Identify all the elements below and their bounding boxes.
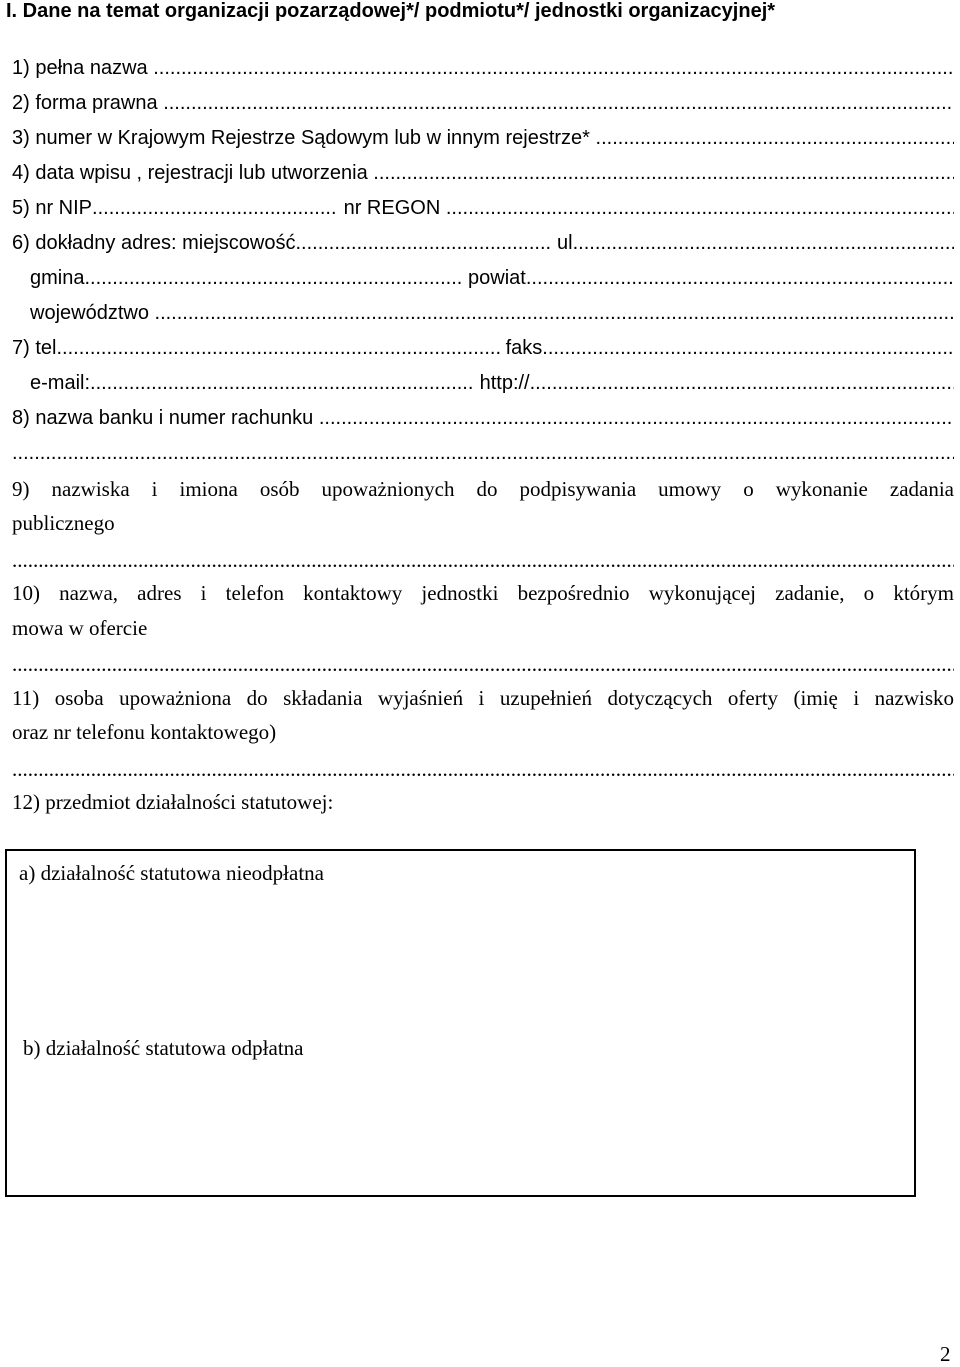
fill-line	[319, 407, 954, 430]
fill-line-http	[530, 372, 954, 395]
fill-line-city	[295, 232, 551, 255]
fill-line-phone	[62, 337, 500, 360]
statutory-activity-box[interactable]	[5, 849, 916, 1197]
field-label-city: 6) dokładny adres: miejscowość	[12, 232, 296, 254]
field-statutory-activity-label: 12) przedmiot działalności statutowej:	[12, 790, 334, 814]
field-label: 1) pełna nazwa	[12, 57, 148, 79]
fill-line-street	[578, 232, 954, 255]
field-label-http: http://	[479, 372, 530, 394]
field-label-phone: 7) tel.	[12, 337, 63, 359]
fill-line-regon	[446, 197, 954, 220]
fill-line-executing-unit[interactable]	[12, 652, 954, 677]
field-label: 4) data wpisu , rejestracji lub utworzenia	[12, 162, 368, 184]
field-executing-unit-label: 10) nazwa, adres i telefon kontaktowy jednostki bezpośrednio wykonującej zadanie, o którym	[12, 581, 954, 605]
field-address-city[interactable]	[12, 232, 954, 255]
fill-line-bank-continued[interactable]	[12, 442, 954, 465]
fill-line	[155, 302, 954, 325]
fill-line	[163, 92, 954, 115]
box-paid-activity-label: b) działalność statutowa odpłatna	[23, 1036, 304, 1060]
fill-line	[596, 127, 954, 150]
fill-line-nip	[92, 197, 338, 220]
fill-line-email	[90, 372, 474, 395]
field-authorized-persons-label-cont: publicznego	[12, 511, 115, 535]
fill-line-fax	[542, 337, 954, 360]
field-label-gmina: gmina	[30, 267, 85, 289]
field-contact-person-label-cont: oraz nr telefonu kontaktowego)	[12, 720, 277, 744]
field-contact-person-label: 11) osoba upoważniona do składania wyjaśnień i uzupełnień dotyczących oferty (imię i nazwisko	[12, 686, 954, 710]
field-label: województwo	[30, 302, 149, 324]
field-bank-account[interactable]	[12, 407, 954, 430]
field-phone-fax[interactable]	[12, 337, 954, 360]
fill-line-gmina	[84, 267, 462, 290]
fill-line	[153, 57, 954, 80]
field-label: 8) nazwa banku i numer rachunku	[12, 407, 314, 429]
field-full-name[interactable]	[12, 57, 954, 80]
field-krs-number[interactable]	[12, 127, 954, 150]
field-label-powiat: powiat	[468, 267, 526, 289]
field-label-fax: faks	[505, 337, 543, 359]
box-unpaid-activity-label: a) działalność statutowa nieodpłatna	[19, 861, 324, 885]
field-authorized-persons-label: 9) nazwiska i imiona osób upoważnionych do podpisywania umowy o wykonanie zadania	[12, 477, 954, 501]
section-heading: I. Dane na temat organizacji pozarządowej*/ podmiotu*/ jednostki organizacyjnej*	[6, 0, 776, 22]
field-label-nip: 5) nr NIP	[12, 197, 93, 219]
field-legal-form[interactable]	[12, 92, 954, 115]
fill-line-contact-person[interactable]	[12, 757, 954, 782]
field-label: 2) forma prawna	[12, 92, 158, 114]
fill-line	[373, 162, 954, 185]
fill-line-powiat	[526, 267, 954, 290]
field-nip-regon[interactable]	[12, 197, 954, 220]
fill-line-authorized-persons[interactable]	[12, 548, 954, 573]
field-registration-date[interactable]	[12, 162, 954, 185]
field-label: 3) numer w Krajowym Rejestrze Sądowym lub w innym rejestrze*	[12, 127, 590, 149]
field-label-regon: nr REGON	[343, 197, 441, 219]
field-label-email: e-mail:	[30, 372, 91, 394]
field-voivodeship[interactable]	[30, 302, 954, 325]
field-email-http[interactable]	[30, 372, 954, 395]
field-gmina-powiat[interactable]	[30, 267, 954, 290]
field-executing-unit-label-cont: mowa w ofercie	[12, 616, 148, 640]
field-label-street: ul.	[557, 232, 579, 254]
page-number: 2	[940, 1342, 951, 1366]
